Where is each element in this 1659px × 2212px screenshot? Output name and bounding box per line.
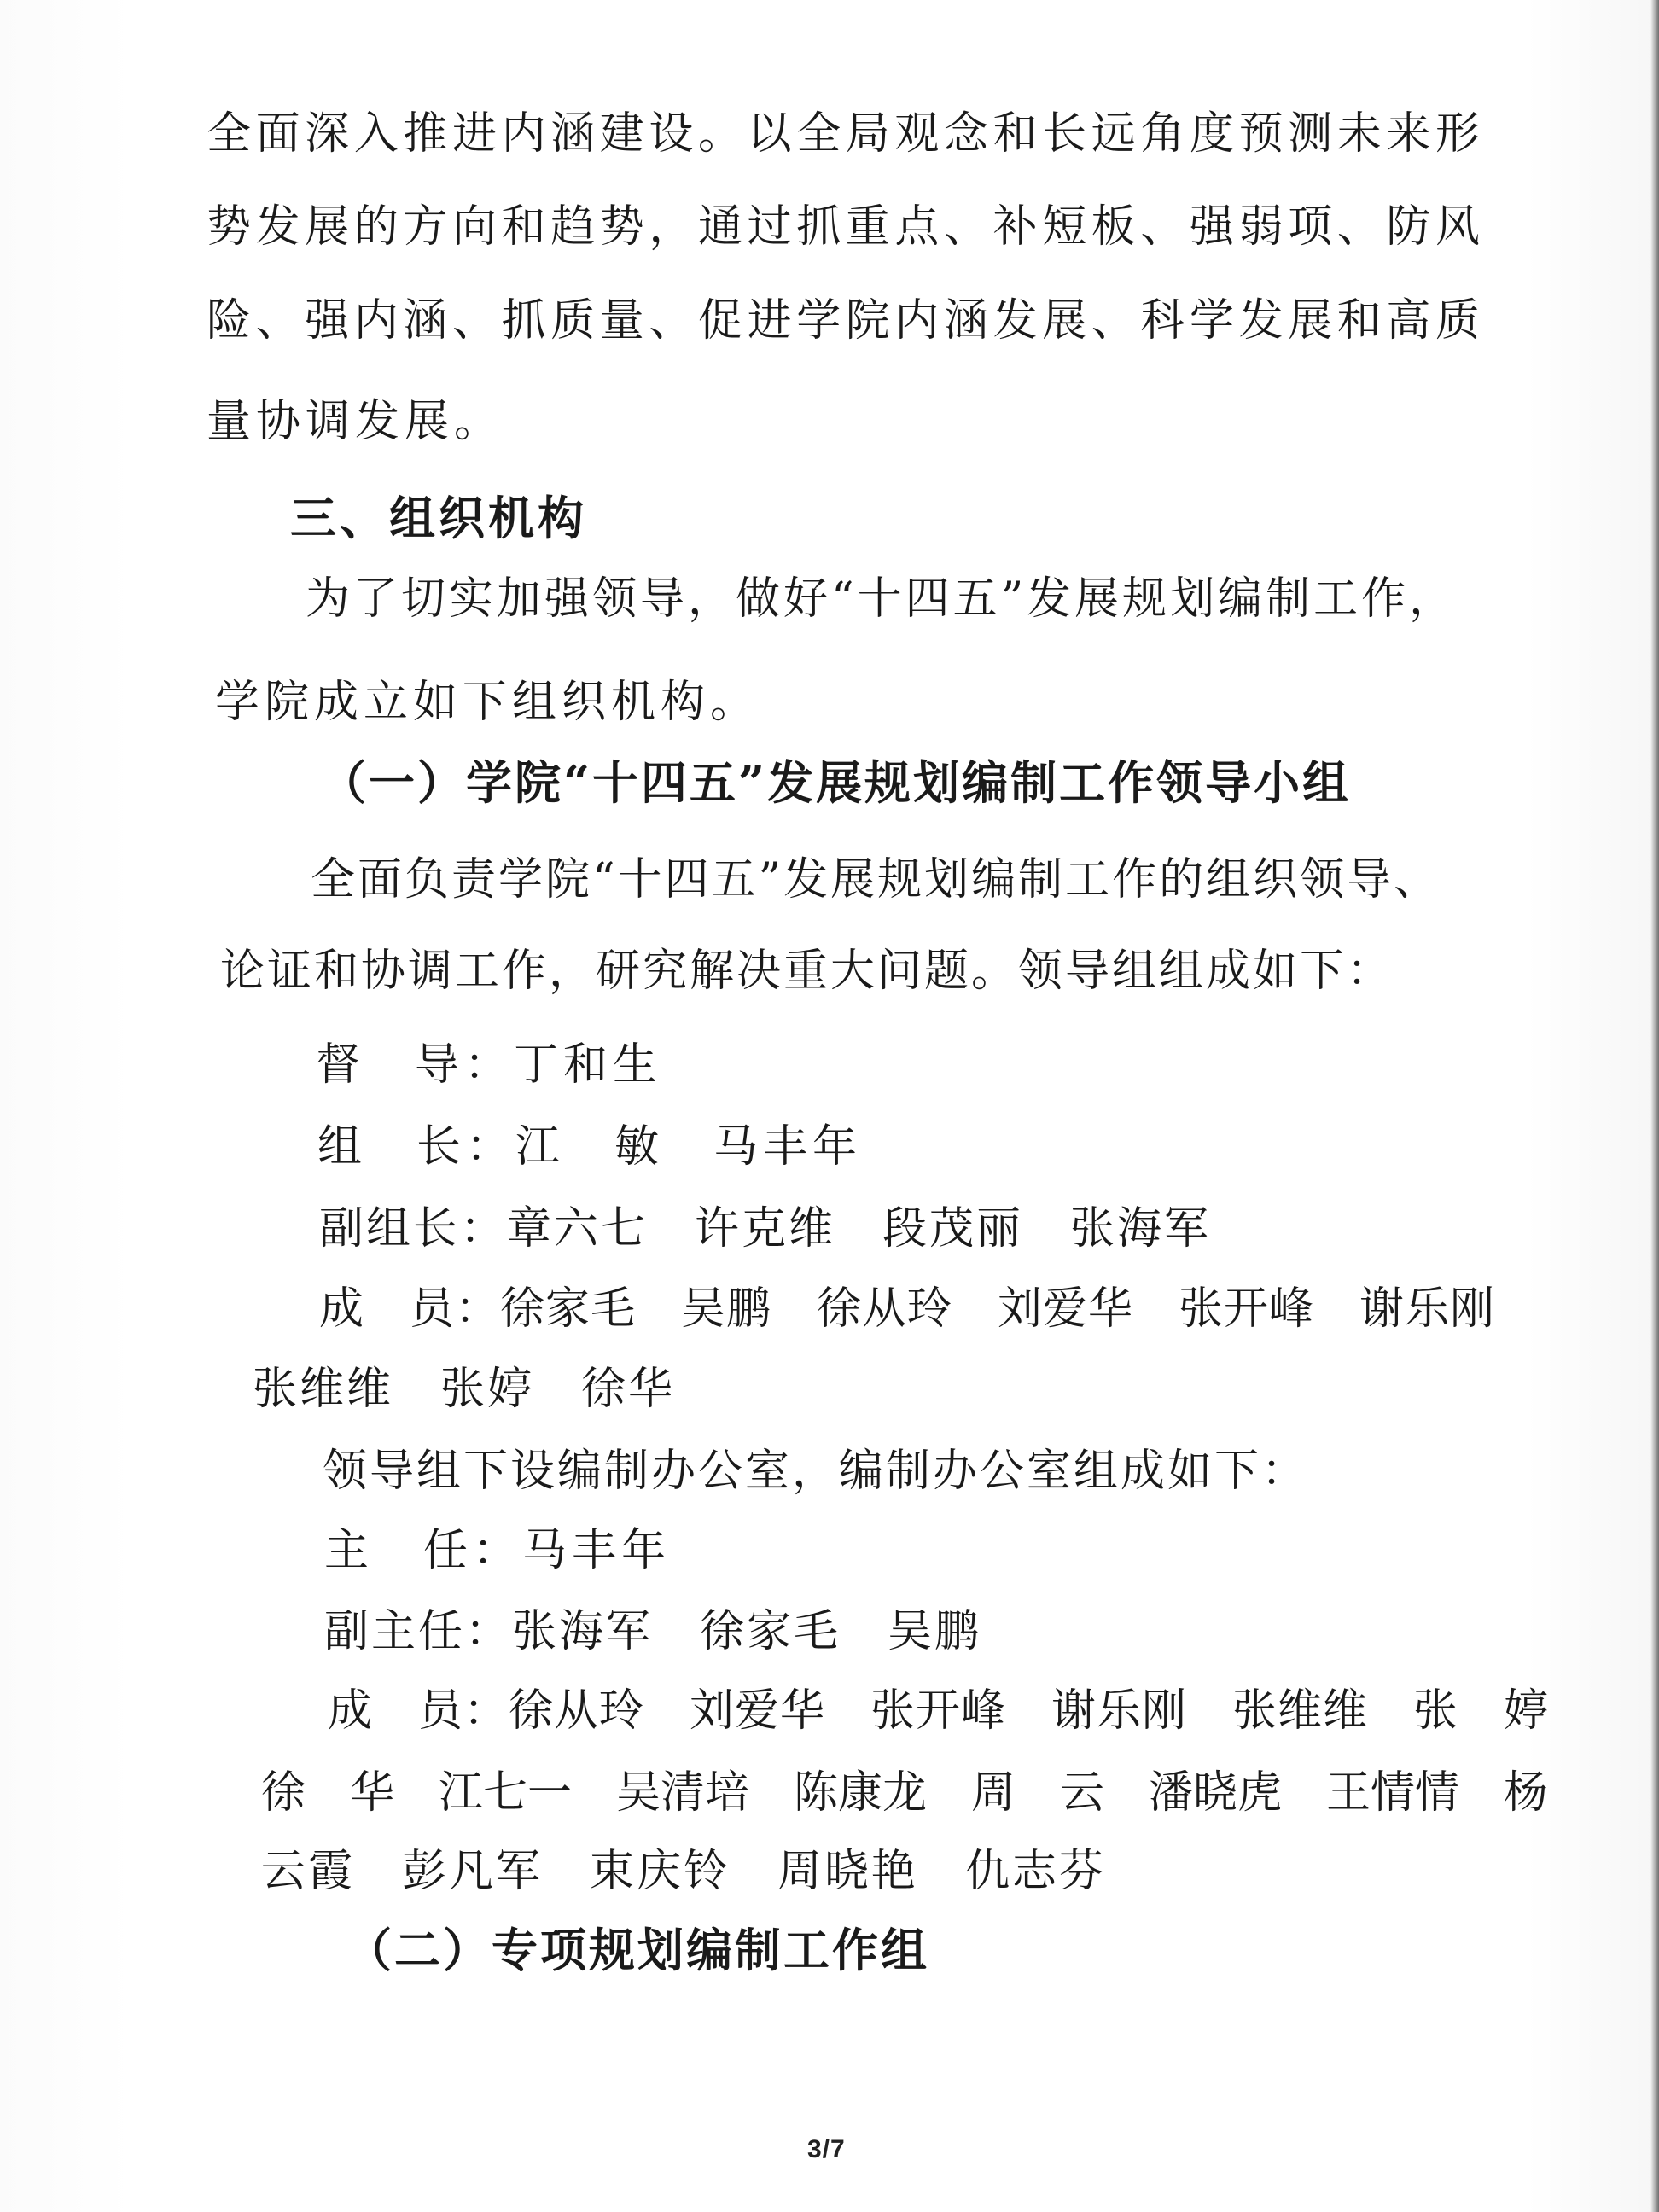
body-text-line: 全面负责学院“十四五”发展规划编制工作的组织领导、 bbox=[311, 854, 1441, 905]
body-text-line: 势发展的方向和趋势，通过抓重点、补短板、强弱项、防风 bbox=[207, 201, 1485, 253]
body-text-line: 量协调发展。 bbox=[207, 396, 504, 447]
subsection-heading: （二）专项规划编制工作组 bbox=[346, 1923, 929, 1977]
body-text-line: 为了切实加强领导，做好“十四五”发展规划编制工作， bbox=[306, 573, 1458, 625]
body-text-line: 领导组下设编制办公室，编制办公室组成如下： bbox=[323, 1446, 1309, 1497]
member-line-members: 成 员：徐家毛 吴鹏 徐从玲 刘爱华 张开峰 谢乐刚 bbox=[319, 1284, 1496, 1335]
body-text-line: 论证和协调工作，研究解决重大问题。领导组组成如下： bbox=[220, 946, 1394, 997]
office-line-director: 主 任：马丰年 bbox=[324, 1525, 672, 1576]
scan-edge-shadow bbox=[1650, 0, 1659, 2212]
section-heading: 三、组织机构 bbox=[290, 491, 587, 545]
member-line-supervisor: 督 导：丁和生 bbox=[316, 1039, 663, 1091]
member-line-deputy-leader: 副组长：章六七 许克维 段茂丽 张海军 bbox=[319, 1203, 1212, 1254]
body-text-line: 全面深入推进内涵建设。以全局观念和长远角度预测未来形 bbox=[207, 108, 1485, 160]
body-text-line: 险、强内涵、抓质量、促进学院内涵发展、科学发展和高质 bbox=[207, 295, 1485, 346]
office-line-members-cont: 云霞 彭凡军 束庆铃 周晓艳 仇志芬 bbox=[261, 1846, 1107, 1897]
office-line-members-cont: 徐 华 江七一 吴清培 陈康龙 周 云 潘晓虎 王情情 杨 bbox=[261, 1767, 1549, 1819]
body-text-line: 学院成立如下组织机构。 bbox=[215, 677, 760, 728]
member-line-members-cont: 张维维 张婷 徐华 bbox=[253, 1364, 676, 1415]
office-line-deputy-director: 副主任：张海军 徐家毛 吴鹏 bbox=[324, 1606, 982, 1657]
subsection-heading: （一）学院“十四五”发展规划编制工作领导小组 bbox=[320, 755, 1352, 810]
member-line-leader: 组 长：江 敏 马丰年 bbox=[317, 1121, 863, 1173]
office-line-members: 成 员：徐从玲 刘爱华 张开峰 谢乐刚 张维维 张 婷 bbox=[328, 1685, 1550, 1737]
page-number: 3/7 bbox=[807, 2135, 846, 2163]
